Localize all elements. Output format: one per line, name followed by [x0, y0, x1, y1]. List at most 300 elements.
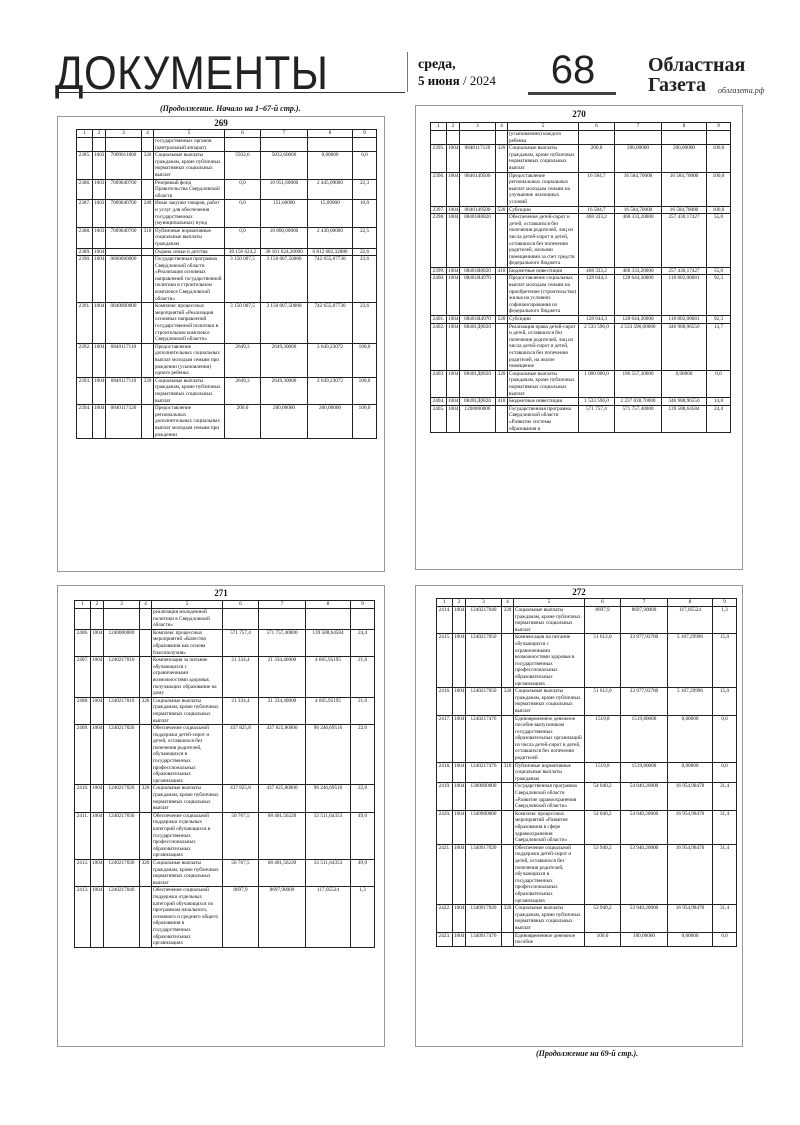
item-name-cell: Обеспечение социальной поддержки отдельных категорий обучающихся в государственных профессиональных образовательных организациях [152, 812, 223, 859]
item-name-cell: Обеспечение социальной поддержки отдельных категорий обучающихся по программам начального, основного и среднего общего образования в государственных образовательных организациях [152, 887, 223, 947]
target-code-cell [104, 609, 140, 630]
row-number-cell: 2409. [75, 725, 91, 785]
plan-cell: 3 150 007,50000 [261, 303, 308, 344]
percent-cell: 100,0 [707, 172, 731, 206]
item-name-cell: Субсидии [508, 316, 579, 324]
approved-cell [223, 609, 259, 630]
plan-cell: 54 040,20000 [621, 783, 668, 810]
column-header: 7 [621, 599, 668, 607]
column-header: 8 [308, 130, 353, 138]
executed-cell [308, 138, 353, 152]
column-header: 6 [225, 130, 261, 138]
target-code-cell: 1240217010 [104, 657, 140, 698]
expense-type-cell [142, 256, 154, 303]
percent-cell: 15,0 [713, 634, 737, 688]
expense-type-cell: 520 [496, 206, 508, 214]
plan-cell [615, 131, 662, 145]
column-header: 7 [615, 123, 662, 131]
issue-day: среда, [418, 57, 456, 72]
table-row [437, 844, 737, 904]
section-title: ДОКУМЕНТЫ [55, 46, 329, 100]
expense-type-cell: 410 [496, 398, 508, 406]
expense-type-cell [140, 725, 152, 785]
expense-type-cell: 320 [140, 697, 152, 724]
section-code-cell: 1003 [93, 152, 106, 179]
plan-cell: 151,60000 [261, 200, 308, 227]
item-name-cell: Государственная программа Свердловской области «Реализация основных направлений государственной политики в строительном комплексе Свердловской области» [154, 256, 225, 303]
item-name-cell: Социальные выплаты гражданам, кроме публичных нормативных социальных выплат [508, 370, 579, 397]
item-name-cell: Социальные выплаты гражданам, кроме публичных нормативных социальных выплат [508, 145, 579, 172]
percent-cell: 31,4 [713, 844, 737, 904]
plan-cell: 2649,30000 [261, 377, 308, 404]
sheet-number: 271 [214, 588, 228, 598]
section-code-cell: 1004 [453, 844, 466, 904]
column-header: 2 [453, 599, 466, 607]
approved-cell: 51 612,0 [585, 634, 621, 688]
plan-cell: 33 977,93780 [621, 634, 668, 688]
approved-cell: 2649,3 [225, 377, 261, 404]
section-code-cell: 1004 [91, 859, 104, 886]
row-number-cell: 2415. [437, 634, 453, 688]
section-code-cell [91, 609, 104, 630]
target-code-cell: 0840117120 [106, 405, 142, 439]
target-code-cell: 1340900000 [466, 810, 502, 844]
column-header: 6 [585, 599, 621, 607]
approved-cell: 8697,9 [223, 887, 259, 947]
item-name-cell: Резервный фонд Правительства Свердловской области [154, 179, 225, 200]
expense-type-cell [142, 248, 154, 256]
row-number-cell [77, 138, 93, 152]
table-row [431, 214, 731, 268]
item-name-cell: Комплекс процессных мероприятий «Качество образования как основа благополучия» [152, 629, 223, 656]
row-number-cell: 2404. [431, 398, 447, 406]
percent-cell: 22,0 [351, 785, 375, 812]
section-code-cell: 1004 [93, 377, 106, 404]
row-number-cell: 2410. [75, 785, 91, 812]
percent-cell: 31,4 [713, 810, 737, 844]
executed-cell: 16 954,98470 [668, 905, 713, 932]
table-row [77, 138, 377, 152]
executed-cell: 117,05524 [306, 887, 351, 947]
budget-table [430, 122, 731, 433]
percent-cell: 55,0 [707, 267, 731, 275]
plan-cell: 21 334,40000 [259, 657, 306, 698]
percent-cell: 1,3 [713, 607, 737, 634]
percent-cell: 15,0 [713, 688, 737, 715]
approved-cell: 1 533 596,0 [579, 398, 615, 406]
percent-cell: 55,0 [707, 214, 731, 268]
percent-cell: 21,6 [351, 697, 375, 724]
column-header: 2 [93, 130, 106, 138]
table-row [437, 905, 737, 932]
approved-cell: 437 825,8 [223, 725, 259, 785]
table-row [77, 256, 377, 303]
table-row [77, 343, 377, 377]
item-name-cell: Социальные выплаты гражданам, кроме публичных нормативных социальных выплат [152, 859, 223, 886]
section-code-cell: 1004 [91, 697, 104, 724]
column-header: 3 [466, 599, 502, 607]
column-header: 2 [447, 123, 460, 131]
table-row [77, 179, 377, 200]
issue-date-day: 5 июня [418, 73, 460, 88]
percent-cell: 100,0 [353, 343, 377, 377]
plan-cell: 16 584,70000 [615, 206, 662, 214]
expense-type-cell: 520 [496, 316, 508, 324]
row-number-cell: 2394. [77, 405, 93, 439]
row-number-cell: 2408. [75, 697, 91, 724]
percent-cell: 49,0 [351, 812, 375, 859]
section-code-cell [93, 138, 106, 152]
executed-cell: 0,00000 [668, 762, 713, 783]
expense-type-cell [140, 629, 152, 656]
section-code-cell: 1004 [91, 725, 104, 785]
document-sheet-272 [415, 585, 743, 1047]
column-header: 1 [437, 599, 453, 607]
target-code-cell: 1340917020 [466, 905, 502, 932]
approved-cell: 0,0 [225, 227, 261, 248]
target-code-cell: 0840117120 [460, 145, 496, 172]
plan-cell: 200,00000 [615, 145, 662, 172]
sheet-number: 270 [572, 109, 586, 119]
section-code-cell: 1003 [93, 200, 106, 227]
percent-cell: 0,0 [353, 152, 377, 179]
row-number-cell: 2420. [437, 810, 453, 844]
percent-cell: 100,0 [707, 145, 731, 172]
target-code-cell: 1240000000 [104, 629, 140, 656]
executed-cell: 742 655,07730 [308, 256, 353, 303]
percent-cell: 1,3 [351, 887, 375, 947]
expense-type-cell: 320 [142, 377, 154, 404]
executed-cell: 96 246,69516 [306, 725, 351, 785]
table-row [437, 762, 737, 783]
target-code-cell: 1340917476 [466, 932, 502, 946]
plan-cell: 100,00000 [621, 932, 668, 946]
section-code-cell: 1004 [453, 932, 466, 946]
percent-cell [707, 131, 731, 145]
column-header: 5 [514, 599, 585, 607]
section-code-cell: 1004 [453, 810, 466, 844]
table-row [77, 303, 377, 344]
plan-cell: 53 940,20000 [621, 844, 668, 904]
column-header: 4 [140, 601, 152, 609]
plan-cell: 21 334,40000 [259, 697, 306, 724]
executed-cell: 200,00000 [662, 145, 707, 172]
expense-type-cell [140, 657, 152, 698]
item-name-cell: Охрана семьи и детства [154, 248, 225, 256]
section-code-cell: 1004 [93, 405, 106, 439]
percent-cell: 14,8 [707, 398, 731, 406]
approved-cell: 54 040,2 [585, 783, 621, 810]
plan-cell: 437 825,80000 [259, 785, 306, 812]
column-header: 2 [91, 601, 104, 609]
expense-type-cell [140, 812, 152, 859]
row-number-cell: 2397. [431, 206, 447, 214]
item-name-cell: Социальные выплаты гражданам, кроме публичных нормативных социальных выплат [514, 607, 585, 634]
approved-cell: 437 825,8 [223, 785, 259, 812]
table-row [77, 152, 377, 179]
percent-cell [353, 138, 377, 152]
item-name-cell: Государственная программа Свердловской области «Развитие системы образования и [508, 405, 579, 432]
expense-type-cell [496, 214, 508, 268]
executed-cell: 33 511,64353 [306, 812, 351, 859]
section-code-cell: 1004 [91, 629, 104, 656]
expense-type-cell: 320 [502, 607, 514, 634]
continued-from-note: (Продолжение. Начало на 1–67-й стр.). [160, 104, 301, 113]
plan-cell: 1519,80000 [621, 762, 668, 783]
item-name-cell: Иные закупки товаров, работ и услуг для обеспечения государственных (муниципальных) нужд [154, 200, 225, 227]
expense-type-cell [502, 810, 514, 844]
approved-cell: 128 644,3 [579, 316, 615, 324]
plan-cell: 10 951,60000 [261, 179, 308, 200]
column-header: 3 [104, 601, 140, 609]
approved-cell: 128 644,3 [579, 275, 615, 316]
section-code-cell: 1004 [447, 323, 460, 370]
approved-cell: 200,0 [579, 145, 615, 172]
item-name-cell: Единовременное денежное пособие выпускникам государственных образовательных организаций из числа детей-сирот и детей, оставшихся без попечения родителей [514, 715, 585, 762]
item-name-cell: Предоставление региональных социальных выплат молодым семьям на улучшение жилищных условий [508, 172, 579, 206]
expense-type-cell [140, 887, 152, 947]
item-name-cell: Комплекс процессных мероприятий «Реализация основных направлений государственной политики в строительном комплексе Свердловской области» [154, 303, 225, 344]
row-number-cell: 2417. [437, 715, 453, 762]
row-number-cell: 2405. [431, 405, 447, 432]
row-number-cell [75, 609, 91, 630]
table-row [75, 657, 375, 698]
executed-cell: 346 988,96550 [662, 323, 707, 370]
approved-cell: 0,0 [225, 200, 261, 227]
column-header: 3 [106, 130, 142, 138]
row-number-cell: 2403. [431, 370, 447, 397]
row-number-cell: 2416. [437, 688, 453, 715]
approved-cell: 1 000 000,0 [579, 370, 615, 397]
executed-cell: 0,00000 [308, 152, 353, 179]
approved-cell: 100,0 [585, 932, 621, 946]
percent-cell: 10,0 [353, 200, 377, 227]
target-code-cell: 1300000000 [466, 783, 502, 810]
plan-cell [259, 609, 306, 630]
target-code-cell: 08401R0820 [460, 267, 496, 275]
expense-type-cell: 320 [502, 905, 514, 932]
table-row [437, 688, 737, 715]
executed-cell: 16 954,98470 [668, 810, 713, 844]
target-code-cell: 08401Д0820 [460, 323, 496, 370]
column-header: 1 [75, 601, 91, 609]
column-header: 4 [142, 130, 154, 138]
table-row [431, 323, 731, 370]
plan-cell: 16 584,70000 [615, 172, 662, 206]
document-sheet-271 [57, 585, 385, 1047]
newspaper-name-line: Областная [648, 54, 746, 76]
percent-cell: 24,4 [707, 405, 731, 432]
executed-cell: 118 802,00681 [662, 316, 707, 324]
expense-type-cell: 320 [142, 152, 154, 179]
item-name-cell: Предоставление социальных выплат молодым семьям на приобретение (строительство) жилья на условиях софинансирования из федерального бюджета [508, 275, 579, 316]
expense-type-cell [142, 138, 154, 152]
column-header: 6 [579, 123, 615, 131]
plan-cell: 8697,90000 [621, 607, 668, 634]
executed-cell: 346 988,96550 [662, 398, 707, 406]
section-code-cell: 1004 [453, 607, 466, 634]
section-code-cell: 1004 [93, 343, 106, 377]
section-code-cell: 1004 [447, 370, 460, 397]
section-code-cell: 1004 [448, 267, 459, 274]
expense-type-cell [502, 783, 514, 810]
column-header: 4 [502, 599, 514, 607]
expense-type-cell: 320 [140, 785, 152, 812]
approved-cell: 1519,8 [585, 715, 621, 762]
section-code-cell: 1004 [453, 762, 466, 783]
row-number-cell: 2391. [77, 303, 93, 344]
target-code-cell: 08401R4970 [460, 275, 496, 316]
executed-cell: 0,00000 [668, 932, 713, 946]
item-name-cell: Реализация права детей-сирот и детей, оставшихся без попечения родителей, лиц из числа детей-сирот и детей, оставшихся без попечения родителей, на жилое помещение [508, 323, 579, 370]
target-code-cell: 1240217030 [104, 859, 140, 886]
table-row [431, 275, 731, 316]
section-code-cell: 1004 [447, 145, 460, 172]
expense-type-cell: 310 [142, 227, 154, 248]
table-row [437, 634, 737, 688]
expense-type-cell: 410 [496, 267, 508, 275]
item-name-cell: Социальные выплаты гражданам, кроме публичных нормативных социальных выплат [152, 785, 223, 812]
column-header: 6 [223, 601, 259, 609]
approved-cell: 5932,6 [225, 152, 261, 179]
table-row [431, 131, 731, 145]
plan-cell [261, 138, 308, 152]
table-header-row [77, 130, 377, 138]
plan-cell: 68 401,56220 [259, 859, 306, 886]
approved-cell: 3 150 007,5 [225, 303, 261, 344]
newspaper-name-line: Газета [648, 74, 706, 96]
approved-cell: 468 333,2 [579, 267, 615, 275]
executed-cell: 15,09000 [308, 200, 353, 227]
row-number-cell: 2393. [77, 377, 93, 404]
table-row [431, 398, 731, 406]
percent-cell: 22,0 [351, 725, 375, 785]
table-row [75, 629, 375, 656]
row-number-cell: 2395. [431, 145, 447, 172]
column-header: 7 [261, 130, 308, 138]
target-code-cell: 1240217010 [104, 697, 140, 724]
item-name-cell: Субсидии [508, 206, 579, 214]
target-code-cell [106, 138, 142, 152]
column-header: 5 [152, 601, 223, 609]
column-header: 4 [496, 123, 508, 131]
percent-cell: 31,4 [713, 783, 737, 810]
row-number-cell [431, 131, 447, 145]
plan-cell: 2 533 596,00000 [615, 323, 662, 370]
expense-type-cell [142, 343, 154, 377]
item-name-cell: Обеспечение социальной поддержки детей-сирот и детей, оставшихся без попечения родителей, обучающихся в государственных профессиональных образовательных организациях [514, 844, 585, 904]
row-number-cell: 2407. [75, 657, 91, 698]
target-code-cell: 08401Д0820 [460, 398, 496, 406]
executed-cell: 139 588,64584 [662, 405, 707, 432]
approved-cell: 53 940,2 [585, 905, 621, 932]
plan-cell: 68 401,56220 [259, 812, 306, 859]
expense-type-cell [502, 634, 514, 688]
plan-cell: 200,00000 [261, 405, 308, 439]
row-number-cell: 2413. [75, 887, 91, 947]
percent-cell: 0,0 [713, 715, 737, 762]
table-row [75, 725, 375, 785]
percent-cell: 0,0 [713, 762, 737, 783]
table-row [431, 405, 731, 432]
target-code-cell: 08401R0820 [460, 214, 496, 268]
expense-type-cell: 320 [502, 688, 514, 715]
expense-type-cell: 240 [142, 200, 154, 227]
approved-cell: 16 584,7 [579, 172, 615, 206]
expense-type-cell [496, 172, 508, 206]
plan-cell: 30 161 624,20000 [261, 248, 308, 256]
approved-cell [579, 131, 615, 145]
item-name-cell: Компенсация на питание обучающихся с ограниченными возможностями здоровья в государственных профессиональных образовательных организациях [514, 634, 585, 688]
executed-cell: 742 655,07730 [308, 303, 353, 344]
percent-cell: 92,3 [707, 275, 731, 316]
table-row [431, 267, 731, 275]
approved-cell: 54 040,2 [585, 810, 621, 844]
section-code-cell: 1004 [91, 812, 104, 859]
sheet-number: 272 [572, 587, 586, 597]
plan-cell: 33 977,93780 [621, 688, 668, 715]
executed-cell: 200,00000 [308, 405, 353, 439]
target-code-cell: 0800000000 [106, 256, 142, 303]
item-name-cell: Социальные выплаты гражданам, кроме публичных нормативных социальных выплат [514, 688, 585, 715]
item-name-cell: Единовременное денежное пособие [514, 932, 585, 946]
table-row [77, 248, 377, 256]
executed-cell: 4 605,95195 [306, 657, 351, 698]
item-name-cell: Предоставление дополнительных социальных выплат молодым семьям при рождении (усыновлении) одного ребенка [154, 343, 225, 377]
column-header: 7 [259, 601, 306, 609]
column-header: 5 [508, 123, 579, 131]
plan-cell: 10 800,00000 [261, 227, 308, 248]
section-code-cell: 1004 [91, 887, 104, 947]
table-row [75, 697, 375, 724]
target-code-cell: 1340917020 [466, 844, 502, 904]
section-code-cell: 1004 [93, 303, 106, 344]
row-number-cell: 2390. [77, 256, 93, 303]
table-row [431, 145, 731, 172]
approved-cell: 8697,9 [585, 607, 621, 634]
item-name-cell: Социальные выплаты гражданам, кроме публичных нормативных социальных выплат [514, 905, 585, 932]
executed-cell: 5 107,29996 [668, 634, 713, 688]
section-code-cell: 1004 [447, 275, 460, 316]
target-code-cell: 7009040700 [106, 227, 142, 248]
approved-cell: 1519,8 [585, 762, 621, 783]
section-code-cell: 1004 [453, 783, 466, 810]
approved-cell: 21 334,4 [223, 657, 259, 698]
table-header-row [437, 599, 737, 607]
column-header: 1 [431, 123, 447, 131]
target-code-cell: 1240217050 [466, 634, 502, 688]
approved-cell [225, 138, 261, 152]
row-number-cell: 2401. [431, 316, 447, 324]
plan-cell: 8697,90000 [259, 887, 306, 947]
header-divider [407, 52, 408, 92]
target-code-cell: 0840117110 [106, 377, 142, 404]
approved-cell: 21 334,4 [223, 697, 259, 724]
target-code-cell: 0840000000 [106, 303, 142, 344]
plan-cell: 468 333,20000 [615, 267, 662, 275]
expense-type-cell [502, 932, 514, 946]
row-number-cell: 2406. [75, 629, 91, 656]
row-number-cell: 2400. [431, 275, 447, 316]
expense-type-cell [502, 844, 514, 904]
column-header: 9 [713, 599, 737, 607]
row-number-cell: 2399. [431, 267, 447, 275]
percent-cell: 22,5 [353, 227, 377, 248]
section-code-cell: 1004 [453, 688, 466, 715]
percent-cell: 23,6 [353, 256, 377, 303]
percent-cell: 100,0 [707, 206, 731, 214]
executed-cell: 16 954,98470 [668, 783, 713, 810]
